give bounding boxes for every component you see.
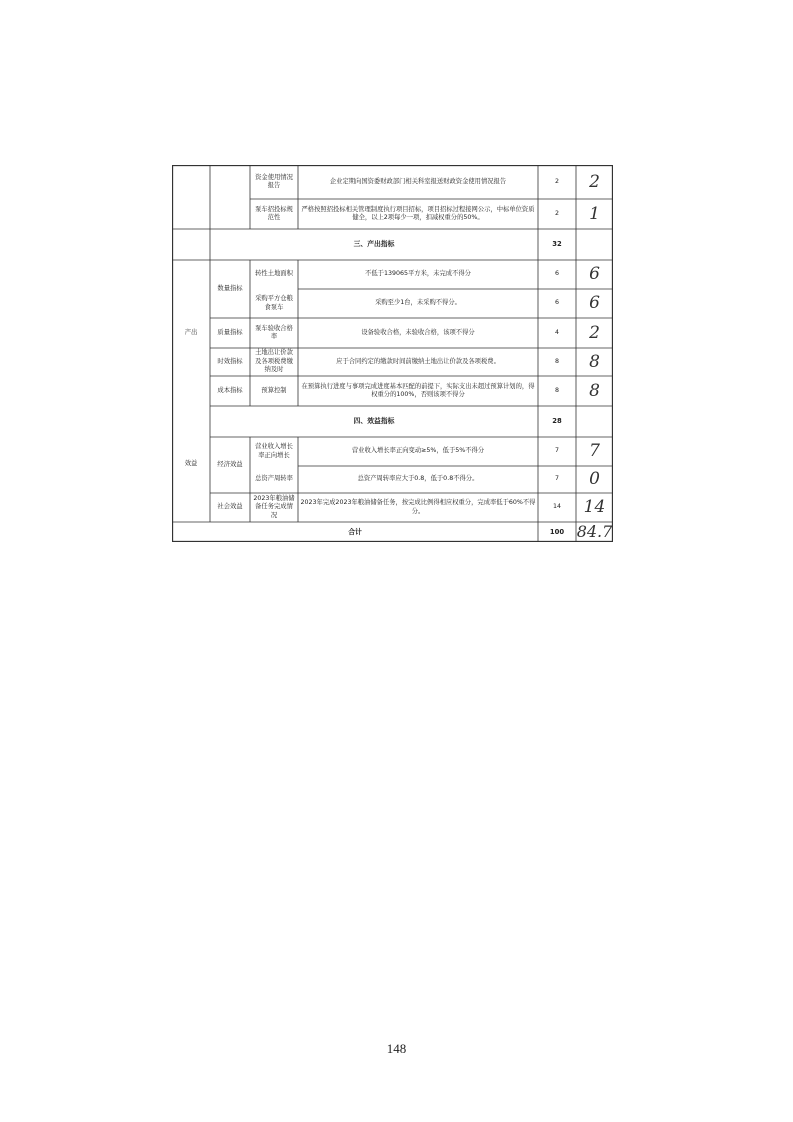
category-label-output: 产出 [184, 328, 198, 336]
score-handwritten: 6 [589, 264, 600, 285]
score-handwritten: 7 [589, 441, 600, 462]
weight-cell: 2 [554, 209, 559, 217]
performance-evaluation-table [172, 165, 613, 542]
score-handwritten: 8 [589, 380, 600, 401]
standard-cell: 采购至少1台，未采购不得分。 [375, 299, 461, 307]
score-handwritten: 2 [589, 171, 600, 192]
standard-cell: 在预算执行进度与事项完成进度基本匹配的前提下，实际支出未超过预算计划的，得权重分的100%，否则该项不得分 [301, 382, 535, 398]
standard-cell: 2023年完成2023年粮油储备任务，按完成比例得相应权重分，完成率低于60%不得分。 [300, 499, 536, 515]
weight-cell: 8 [554, 357, 559, 365]
section-weight-benefit: 28 [552, 417, 562, 426]
standard-cell: 营业收入增长率正向变动≥5%，低于5%不得分 [351, 447, 485, 455]
weight-cell: 2 [554, 177, 559, 185]
category-label-benefit: 效益 [184, 459, 198, 467]
standard-cell: 设备验收合格，未验收合格，该项不得分 [361, 328, 475, 336]
weight-cell: 7 [554, 447, 559, 455]
score-handwritten: 2 [589, 322, 600, 343]
score-handwritten: 14 [583, 497, 606, 518]
score-handwritten: 1 [589, 203, 600, 224]
weight-cell: 6 [554, 299, 559, 307]
indicator-cell: 总资产周转率 [255, 475, 293, 483]
indicator-cell: 土地出让价款及各项税费缴纳及时 [255, 349, 293, 374]
indicator-cell: 泵车验收合格率 [255, 324, 293, 340]
indicator-cell: 预算控制 [261, 386, 287, 394]
indicator-cell: 泵车招投标规范性 [255, 205, 293, 221]
score-handwritten: 8 [589, 351, 600, 372]
indicator-cell: 营业收入增长率正向增长 [255, 443, 293, 459]
level2-cell: 数量指标 [217, 284, 243, 292]
section-title-output: 三、产出指标 [353, 240, 395, 249]
standard-cell: 企业定期向国资委财政部门相关科室报送财政资金使用情况报告 [329, 177, 507, 185]
weight-cell: 14 [552, 503, 561, 511]
level2-cell: 经济效益 [217, 460, 243, 468]
weight-cell: 4 [554, 328, 559, 336]
section-title-benefit: 四、效益指标 [353, 417, 395, 426]
level2-cell: 成本指标 [217, 386, 243, 394]
level2-cell: 质量指标 [217, 328, 243, 336]
score-handwritten: 0 [589, 469, 600, 490]
indicator-cell: 转性土地面积 [255, 270, 293, 278]
indicator-cell: 采购平方仓粮食泵车 [255, 295, 293, 311]
level2-cell: 时效指标 [217, 357, 243, 365]
weight-cell: 7 [554, 475, 559, 483]
total-label: 合计 [348, 527, 362, 536]
total-weight: 100 [549, 527, 565, 536]
score-handwritten: 6 [589, 293, 600, 314]
standard-cell: 总资产周转率应大于0.8，低于0.8不得分。 [357, 475, 479, 483]
weight-cell: 6 [554, 270, 559, 278]
standard-cell: 应于合同约定的缴款时间前缴纳土地出让价款及各项税费。 [336, 357, 500, 365]
indicator-cell: 2023年粮油储备任务完成情况 [253, 494, 295, 519]
section-weight-output: 32 [552, 240, 562, 249]
standard-cell: 不低于139065平方米，未完成不得分 [365, 270, 471, 278]
standard-cell: 严格按照招投标相关管理制度执行项目招标，项目招标过程接网公示，中标单位资质健全，以上2项每少一项，扣减权重分的50%。 [301, 205, 535, 221]
level2-cell: 社会效益 [217, 503, 243, 511]
indicator-cell: 资金使用情况报告 [255, 173, 293, 189]
total-score-handwritten: 84.7 [576, 521, 613, 541]
page-number: 148 [386, 1041, 407, 1056]
weight-cell: 8 [554, 386, 559, 394]
